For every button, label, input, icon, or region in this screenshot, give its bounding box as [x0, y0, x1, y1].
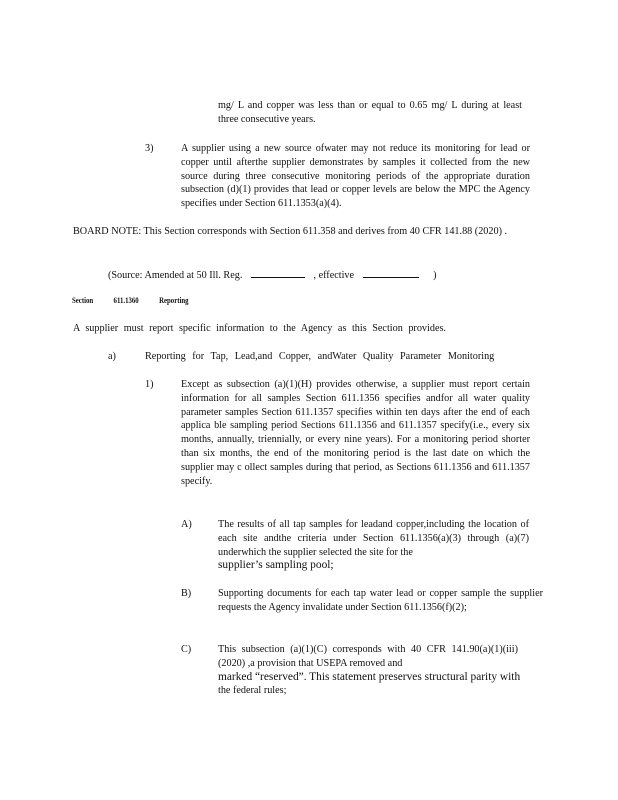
section-intro: A supplier must report specific information to the Agency as this Section provides.	[73, 323, 446, 334]
source-prefix: (Source: Amended at 50 Ill. Reg.	[108, 270, 243, 281]
effective-date-blank	[363, 268, 419, 278]
item-A-text-end: supplier’s sampling pool;	[218, 559, 334, 572]
section-number: 611.1360	[113, 296, 139, 305]
item-C-paragraph	[218, 643, 521, 698]
board-note: BOARD NOTE: This Section corresponds with Section 611.358 and derives from 40 CFR 141.88 (2020) .	[73, 226, 508, 237]
item-B-paragraph: Supporting documents for each tap water lead or copper sample the supplier requests the Agency invalidate under Section 611.1356(f)(2);	[218, 588, 543, 613]
source-line	[108, 268, 437, 283]
item-3-paragraph: A supplier using a new source ofwater may not reduce its monitoring for lead or copper until afterthe supplier demonstrates by samples it collected from the new source during three consecutive monitoring periods of the appropriate duration subsection (d)(1) provides that lead or copper levels are below the MPC the Agency specifies under Section 611.1353(a)(4).	[181, 143, 530, 210]
item-C-text: This subsection (a)(1)(C) corresponds with 40 CFR 141.90(a)(1)(iii) (2020) ,a provision that USEPA removed and	[218, 644, 518, 669]
item-1-number: 1)	[145, 379, 154, 390]
continuation-paragraph: mg/ L and copper was less than or equal to 0.65 mg/ L during at least three consecutive years.	[218, 100, 522, 125]
item-C-text-end: the federal rules;	[218, 685, 287, 697]
register-blank	[251, 268, 305, 278]
item-3-number: 3)	[145, 143, 154, 154]
section-heading	[72, 295, 207, 306]
item-A-text: The results of all tap samples for leadand copper,including the location of each site andthe criteria under Section 611.1356(a)(3) through (a)(7) underwhich the supplier selected the site for the	[218, 519, 529, 558]
section-title: Reporting	[159, 296, 189, 305]
source-suffix: )	[433, 270, 437, 281]
subsection-a-letter: a)	[108, 351, 116, 362]
section-label: Section	[72, 296, 94, 305]
subsection-a-title: Reporting for Tap, Lead,and Copper, andWater Quality Parameter Monitoring	[145, 351, 495, 362]
item-1-paragraph: Except as subsection (a)(1)(H) provides otherwise, a supplier must report certain information for all samples Section 611.1356 specifies andfor all water quality parameter samples Section 611.1357 specifies within ten days after the end of each applica ble sampling period Sections 611.1356 and 611.1357 specify(i.e., every six months, annually, triennially, or every nine years). For a monitoring period shorter than six months, the end of the monitoring period is the last date on which the supplier may c ollect samples during that period, as Sections 611.1356 and 611.1357 specify.	[181, 379, 530, 487]
item-A-letter: A)	[181, 519, 192, 530]
item-B-letter: B)	[181, 588, 192, 599]
source-effective: , effective	[313, 270, 355, 281]
item-A-paragraph	[218, 518, 529, 573]
item-C-text-large: marked “reserved”. This statement preserves structural parity with	[218, 670, 521, 683]
item-C-letter: C)	[181, 644, 192, 655]
